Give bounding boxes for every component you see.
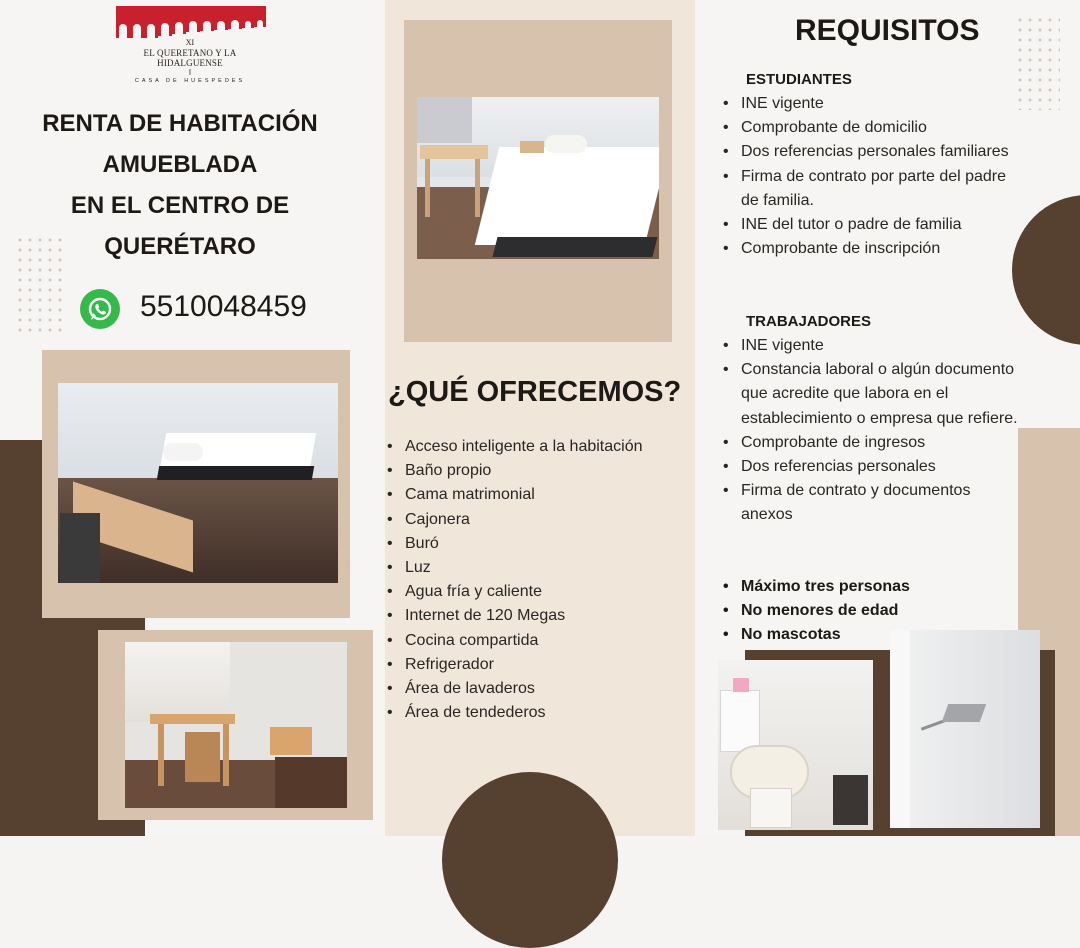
list-item: • Agua fría y caliente [387,580,643,604]
list-item: • Firma de contrato y documentos anexos [723,479,1019,527]
logo-roman-numeral: XI [185,38,195,47]
list-item: • Cama matrimonial [387,483,643,507]
list-item: • Máximo tres personas [723,575,910,599]
list-item: • Buró [387,532,643,556]
shower-photo [890,630,1040,828]
logo-divider: I [188,68,192,77]
students-list [723,92,1013,261]
list-item: • Área de tendederos [387,701,643,725]
list-item: • Cajonera [387,508,643,532]
offer-heading: ¿QUÉ OFRECEMOS? [388,376,682,408]
whatsapp-icon[interactable] [80,289,120,329]
bedroom-photo [58,383,338,583]
students-heading: ESTUDIANTES [746,71,852,88]
list-item: • Constancia laboral o algún documento que acredite que labora en el establecimiento o empresa que refiere. [723,358,1019,431]
list-item: • INE vigente [723,334,1019,358]
offer-list [387,435,643,725]
requirements-heading: REQUISITOS [795,14,980,47]
list-item: • No mascotas [723,623,910,647]
phone-handset-icon [87,296,113,322]
title-line-1: RENTA DE HABITACIÓN [42,110,318,137]
bathroom-photo [718,660,873,830]
list-item: • Luz [387,556,643,580]
list-item: • INE del tutor o padre de familia [723,213,1013,237]
phone-number[interactable]: 5510048459 [140,290,307,323]
logo-name: EL QUERETANO Y LA HIDALGUENSE [143,48,237,68]
decor-circle-bottom [442,772,618,948]
decor-dots-right [1015,15,1060,110]
list-item: • Acceso inteligente a la habitación [387,435,643,459]
page-title [10,103,350,267]
list-item: • Refrigerador [387,653,643,677]
rules-list [723,575,910,647]
list-item: • Internet de 120 Megas [387,604,643,628]
logo-subtitle: CASA DE HUESPEDES [134,78,246,84]
title-line-2: AMUEBLADA [102,151,258,178]
desk-photo [125,642,347,808]
list-item: • Área de lavaderos [387,677,643,701]
list-item: • Dos referencias personales [723,455,1019,479]
list-item: • Comprobante de domicilio [723,116,1013,140]
list-item: • Comprobante de ingresos [723,431,1019,455]
workers-list [723,334,1019,528]
list-item: • INE vigente [723,92,1013,116]
list-item: • Firma de contrato por parte del padre de familia. [723,165,1013,213]
list-item: • Baño propio [387,459,643,483]
list-item: • Comprobante de inscripción [723,237,1013,261]
list-item: • Cocina compartida [387,629,643,653]
title-line-3: EN EL CENTRO DE [70,192,290,219]
room-photo [417,97,659,259]
list-item: • Dos referencias personales familiares [723,140,1013,164]
workers-heading: TRABAJADORES [746,313,872,330]
list-item: • No menores de edad [723,599,910,623]
title-line-4: QUERÉTARO [104,233,256,260]
